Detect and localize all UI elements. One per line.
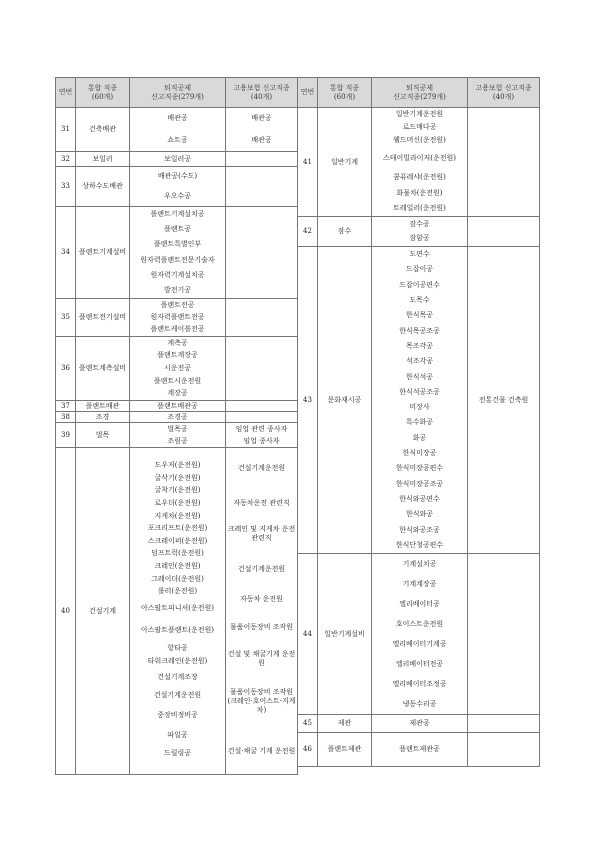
header-employ: 고용보험 신고직종 (40개) <box>468 78 540 108</box>
retire-job-item: 보일러공 <box>163 154 192 163</box>
header-group: 통합 직종 (60개) <box>318 78 372 108</box>
row-number: 35 <box>56 299 76 337</box>
retire-job-item: 우오수공 <box>163 191 192 200</box>
retire-job-item: 한식와공편수 <box>399 494 440 503</box>
retire-job-item: 플랜트시운전원 <box>153 376 202 385</box>
employ-job-item: 크레인 및 지게차 운전 관련직 <box>227 525 296 542</box>
retire-job-item: 계측공 <box>167 338 188 347</box>
table-row <box>56 337 298 401</box>
retire-job-item: 엘리베이터공 <box>399 599 440 608</box>
table-row <box>56 207 298 299</box>
row-group: 일반기계 <box>318 108 372 217</box>
retire-job-item: 포크리프트(운전원) <box>147 524 208 533</box>
table-row <box>298 247 540 554</box>
table-row <box>298 108 540 217</box>
retire-job-item: 스테이빌라이저(운전원) <box>382 153 457 162</box>
retire-job-item: 항타공 <box>167 643 188 652</box>
retire-job-item: 배관공 <box>167 114 188 123</box>
retire-job-item: 화물차(운전원) <box>396 189 443 197</box>
retire-job-cell <box>130 299 226 337</box>
retire-job-item: 원자력기계설치공 <box>150 270 205 279</box>
employ-job-cell <box>468 247 540 554</box>
table-row <box>298 217 540 247</box>
retire-job-item: 쇼트공 <box>167 135 188 144</box>
retire-job-item: 배관공(수도) <box>157 172 198 181</box>
retire-job-item: 한식미장공편수 <box>395 464 444 473</box>
retire-job-item: 롤러(운전원) <box>157 587 198 596</box>
retire-job-item: 원자력플랜트전문기술자 <box>140 255 215 264</box>
retire-job-item: 석조각공 <box>405 357 434 366</box>
retire-job-cell <box>130 401 226 412</box>
row-number: 36 <box>56 337 76 401</box>
employ-job-cell <box>226 337 298 401</box>
row-number: 39 <box>56 423 76 448</box>
header-no: 연번 <box>56 78 76 108</box>
retire-job-item: 플랜트케이블전공 <box>150 325 205 334</box>
retire-job-item: 타워크레인(운전원) <box>147 657 208 666</box>
employ-job-cell <box>226 423 298 448</box>
retire-job-item: 기계계장공 <box>402 579 437 588</box>
retire-job-item: 덤프트럭(운전원) <box>151 549 204 558</box>
row-group: 플랜트계측설비 <box>76 337 130 401</box>
retire-job-cell <box>130 337 226 401</box>
retire-job-item: 웰드머신(운전원) <box>393 136 446 144</box>
document-page <box>55 77 539 765</box>
table-row <box>56 412 298 423</box>
retire-job-item: 미장사 <box>409 403 430 412</box>
row-group: 조경 <box>76 412 130 423</box>
retire-job-cell <box>130 152 226 167</box>
retire-job-item: 잠함공 <box>409 234 430 243</box>
retire-job-item: 제관공 <box>409 719 430 727</box>
retire-job-item: 한식미장공 <box>402 449 437 458</box>
row-number: 41 <box>298 108 318 217</box>
retire-job-item: 한식석공 <box>405 372 434 381</box>
employ-job-item: 건설기계운전원 <box>237 463 286 472</box>
retire-job-item: 발전기공 <box>163 285 192 294</box>
retire-job-item: 특수화공 <box>405 418 434 427</box>
employ-job-item: 건설·채굴 기계 운전원 <box>227 746 296 755</box>
retire-job-cell <box>372 554 468 715</box>
row-group: 문화재시공 <box>318 247 372 554</box>
retire-job-item: 콤퓨레샤(운전원) <box>393 173 446 181</box>
row-number: 37 <box>56 401 76 412</box>
row-group: 건축배관 <box>76 108 130 152</box>
employ-job-cell <box>226 167 298 207</box>
retire-job-cell <box>130 423 226 448</box>
row-number: 45 <box>298 715 318 733</box>
retire-job-item: 드잡이공 <box>405 265 434 274</box>
retire-job-item: 조림공 <box>167 436 188 445</box>
left-table <box>55 77 298 775</box>
employ-job-item: 임업 관련 종사자 <box>235 424 288 433</box>
retire-job-item: 스크레이퍼(운전원) <box>147 536 208 545</box>
retire-job-item: 한식목공 <box>405 311 434 320</box>
table-row <box>56 299 298 337</box>
retire-job-item: 벌목공 <box>167 424 188 433</box>
table-row <box>56 152 298 167</box>
retire-job-item: 플랜트전공 <box>160 300 195 309</box>
retire-job-item: 플랜트제관공 <box>399 745 440 753</box>
retire-job-item: 엘리베이터기계공 <box>392 639 447 648</box>
retire-job-item: 중장비정비공 <box>157 711 198 720</box>
row-group: 잠수 <box>318 217 372 247</box>
retire-job-item: 기계설치공 <box>402 559 437 568</box>
employ-job-item: 건설 및 채굴기계 운전원 <box>227 650 296 667</box>
retire-job-item: 아스팔트피니셔(운전원) <box>140 604 215 613</box>
retire-job-item: 아스팔트플랜트(운전원) <box>140 626 215 635</box>
retire-job-item: 건설기계조장 <box>157 673 198 682</box>
retire-job-item: 드잡이공편수 <box>399 280 440 289</box>
employ-job-cell <box>468 217 540 247</box>
retire-job-item: 굴삭기(운전원) <box>154 473 201 482</box>
retire-job-item: 로우더(운전원) <box>154 499 201 508</box>
employ-job-item: 전통건물 건축원 <box>478 395 529 404</box>
retire-job-item: 굴착기(운전원) <box>154 486 201 495</box>
header-retire: 퇴직공제 신고직종(279개) <box>130 78 226 108</box>
retire-job-item: 잠수공 <box>409 219 430 228</box>
retire-job-item: 크레인(운전원) <box>154 561 201 570</box>
retire-job-item: 플랜트계장공 <box>157 351 198 360</box>
employ-job-item: 배관공 <box>251 114 272 123</box>
retire-job-item: 호이스트운전원 <box>395 619 444 628</box>
header-no: 연번 <box>298 78 318 108</box>
table-row <box>56 401 298 412</box>
table-row <box>298 715 540 733</box>
row-number: 43 <box>298 247 318 554</box>
retire-job-item: 건설기계운전원 <box>153 691 202 700</box>
retire-job-item: 목조각공 <box>405 341 434 350</box>
retire-job-item: 일반기계운전원 <box>395 110 444 118</box>
retire-job-cell <box>372 733 468 767</box>
table-row <box>298 554 540 715</box>
employ-job-item: 자동차 운전원 <box>240 594 283 603</box>
employ-job-cell <box>226 108 298 152</box>
employ-job-cell <box>226 412 298 423</box>
employ-job-cell <box>226 207 298 299</box>
table-row <box>56 167 298 207</box>
retire-job-cell <box>130 448 226 775</box>
right-table <box>297 77 540 767</box>
row-group: 상하수도배관 <box>76 167 130 207</box>
employ-job-cell <box>226 299 298 337</box>
row-number: 40 <box>56 448 76 775</box>
row-group: 플랜트기계설비 <box>76 207 130 299</box>
retire-job-item: 파일공 <box>167 731 188 740</box>
retire-job-cell <box>372 715 468 733</box>
employ-job-item: 배관공 <box>251 135 272 144</box>
retire-job-item: 한식석공조공 <box>399 387 440 396</box>
row-number: 38 <box>56 412 76 423</box>
retire-job-item: 도우저(운전원) <box>154 461 201 470</box>
retire-job-cell <box>372 217 468 247</box>
row-group: 플랜트제관 <box>318 733 372 767</box>
retire-job-cell <box>372 247 468 554</box>
retire-job-item: 지게차(운전원) <box>154 511 201 520</box>
header-employ: 고용보험 신고직종 (40개) <box>226 78 298 108</box>
retire-job-item: 드릴링공 <box>163 749 192 758</box>
table-row <box>56 108 298 152</box>
employ-job-item: 건설기계운전원 <box>237 564 286 573</box>
header-group: 통합 직종 (60개) <box>76 78 130 108</box>
employ-job-cell <box>226 401 298 412</box>
row-group: 제관 <box>318 715 372 733</box>
retire-job-item: 한식와공 <box>405 510 434 519</box>
retire-job-cell <box>130 108 226 152</box>
row-group: 플랜트전기설비 <box>76 299 130 337</box>
retire-job-item: 엘리베이터전공 <box>395 659 444 668</box>
row-number: 33 <box>56 167 76 207</box>
table-row <box>298 733 540 767</box>
retire-job-cell <box>130 167 226 207</box>
header-retire: 퇴직공제 신고직종(279개) <box>372 78 468 108</box>
retire-job-item: 한식와공조공 <box>399 525 440 534</box>
retire-job-item: 플랜트특별인부 <box>153 240 202 249</box>
table-row <box>56 423 298 448</box>
row-group: 플랜트배관 <box>76 401 130 412</box>
employ-job-cell <box>226 448 298 775</box>
row-number: 44 <box>298 554 318 715</box>
table-row <box>56 448 298 775</box>
employ-job-item: 물품이동장비 조작원(크레인·호이스트·지게차) <box>227 687 296 714</box>
row-number: 31 <box>56 108 76 152</box>
employ-job-cell <box>226 152 298 167</box>
retire-job-item: 화공 <box>412 433 427 442</box>
retire-job-item: 한식단청공편수 <box>395 540 444 549</box>
employ-job-cell <box>468 715 540 733</box>
retire-job-item: 엘리베이터조정공 <box>392 679 447 688</box>
retire-job-item: 도목수 <box>409 296 430 305</box>
retire-job-cell <box>130 412 226 423</box>
row-number: 46 <box>298 733 318 767</box>
employ-job-item: 물품이동장비 조작원 <box>229 622 294 631</box>
right-header-row <box>298 78 540 108</box>
retire-job-item: 로드매다공 <box>402 123 437 131</box>
employ-job-cell <box>468 733 540 767</box>
employ-job-cell <box>468 554 540 715</box>
retire-job-item: 플랜트공 <box>163 225 192 234</box>
retire-job-item: 플랜트기계설치공 <box>150 210 205 219</box>
retire-job-cell <box>130 207 226 299</box>
retire-job-item: 시운전공 <box>163 364 192 372</box>
retire-job-item: 냉동수리공 <box>402 699 437 708</box>
employ-job-item: 자동차운전 관련직 <box>233 498 290 507</box>
retire-job-item: 계장공 <box>167 389 188 398</box>
row-number: 32 <box>56 152 76 167</box>
retire-job-item: 도편수 <box>409 250 430 259</box>
retire-job-item: 한식목공조공 <box>399 326 440 335</box>
row-group: 벌목 <box>76 423 130 448</box>
retire-job-item: 조경공 <box>167 412 188 421</box>
employ-job-cell <box>468 108 540 217</box>
row-group: 보일러 <box>76 152 130 167</box>
retire-job-item: 트레일러(운전원) <box>393 204 446 212</box>
retire-job-item: 플랜트배관공 <box>157 401 198 410</box>
left-header-row <box>56 78 298 108</box>
retire-job-item: 그레이더(운전원) <box>151 574 204 583</box>
retire-job-item: 한식미장공조공 <box>395 479 444 488</box>
row-group: 일반기계설비 <box>318 554 372 715</box>
retire-job-item: 원자력플랜트전공 <box>150 312 205 321</box>
retire-job-cell <box>372 108 468 217</box>
row-number: 34 <box>56 207 76 299</box>
employ-job-item: 임업 종사자 <box>243 436 280 445</box>
row-number: 42 <box>298 217 318 247</box>
row-group: 건설기계 <box>76 448 130 775</box>
